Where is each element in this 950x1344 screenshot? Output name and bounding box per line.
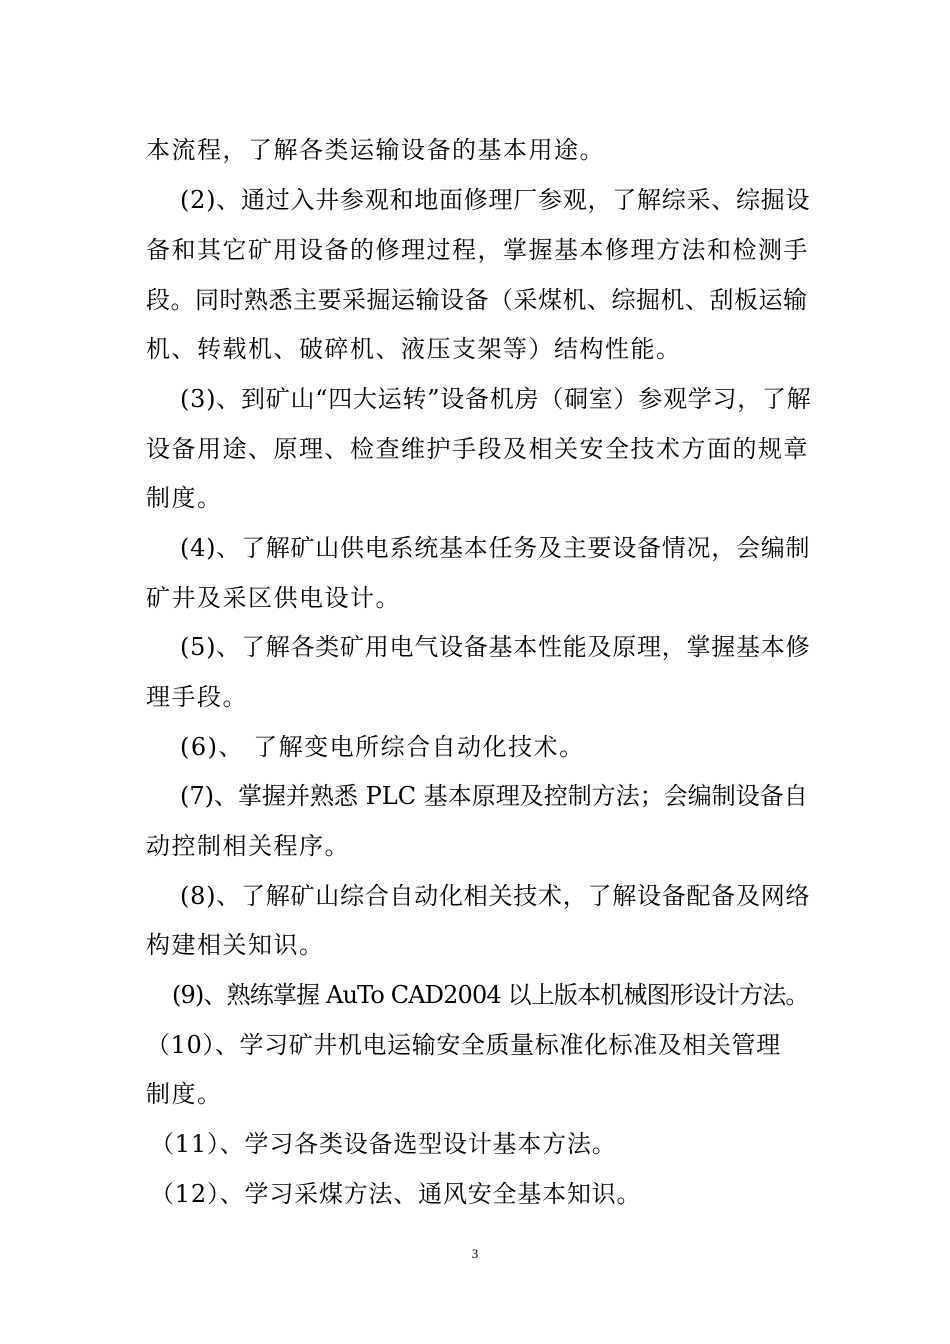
text-line: (3)、到矿山“四大运转”设备机房（硐室）参观学习，了解 xyxy=(180,385,812,413)
text-line: 制度。 xyxy=(146,484,223,512)
text-line: 备和其它矿用设备的修理过程，掌握基本修理方法和检测手 xyxy=(146,236,809,264)
text-line: (8)、了解矿山综合自动化相关技术，了解设备配备及网络 xyxy=(180,882,811,910)
text-line: 矿井及采区供电设计。 xyxy=(146,584,401,612)
text-line: （10）、学习矿井机电运输安全质量标准化标准及相关管理 xyxy=(146,1031,781,1059)
text-line: (7)、掌握并熟悉 PLC 基本原理及控制方法；会编制设备自 xyxy=(180,782,808,810)
text-line: 本流程，了解各类运输设备的基本用途。 xyxy=(146,136,605,164)
text-line: (9)、熟练掌握 AuTo CAD2004 以上版本机械图形设计方法。 xyxy=(172,981,809,1009)
text-line: （11）、学习各类设备选型设计基本方法。 xyxy=(150,1130,617,1158)
text-line: （12）、学习采煤方法、通风安全基本知识。 xyxy=(150,1180,642,1208)
text-line: 设备用途、原理、检查维护手段及相关安全技术方面的规章 xyxy=(146,435,809,463)
text-line: 制度。 xyxy=(146,1080,223,1108)
text-line: (4)、了解矿山供电系统基本任务及主要设备情况，会编制 xyxy=(180,534,811,562)
text-line: 动控制相关程序。 xyxy=(146,832,350,860)
page-number: 3 xyxy=(471,1246,479,1261)
text-line: 段。同时熟悉主要采掘运输设备（采煤机、综掘机、刮板运输 xyxy=(146,286,808,314)
text-line: (5)、了解各类矿用电气设备基本性能及原理，掌握基本修 xyxy=(180,633,811,661)
text-line: 理手段。 xyxy=(146,683,248,711)
text-line: 机、转载机、破碎机、液压支架等）结构性能。 xyxy=(146,335,682,363)
text-line: (2)、通过入井参观和地面修理厂参观，了解综采、综掘设 xyxy=(180,186,811,214)
text-line: (6)、 了解变电所综合自动化技术。 xyxy=(180,733,585,761)
text-line: 构建相关知识。 xyxy=(146,931,325,959)
